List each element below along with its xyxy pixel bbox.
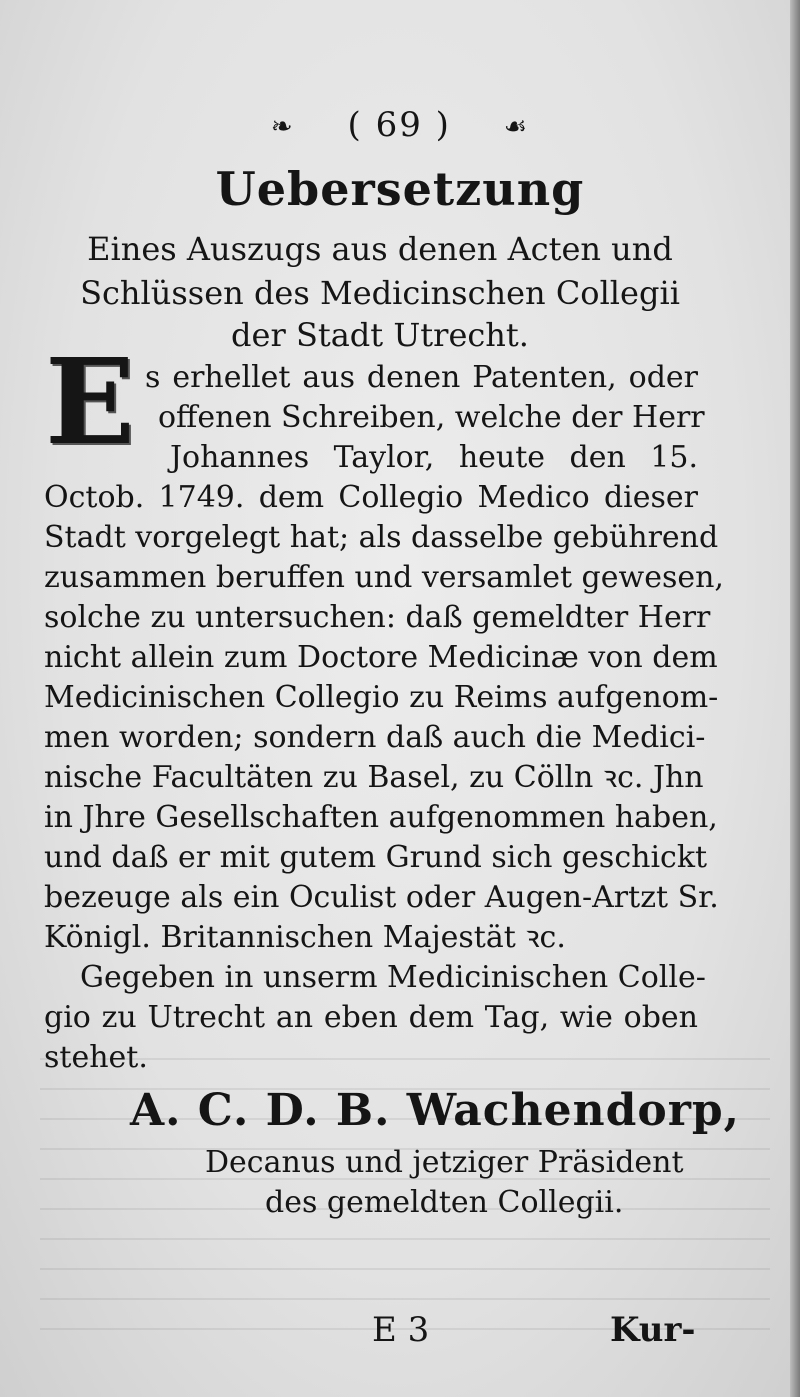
signatory-role-line-2: des gemeldten Collegii. bbox=[265, 1185, 624, 1220]
signature-mark: E 3 bbox=[372, 1310, 430, 1350]
page-header bbox=[0, 105, 800, 155]
body-line: gio zu Utrecht an eben dem Tag, wie oben bbox=[44, 1000, 698, 1035]
body-line: nicht allein zum Doctore Medicinæ von dem bbox=[44, 640, 718, 675]
body-line: in Jhre Gesellschaften aufgenommen haben, bbox=[44, 800, 718, 835]
body-line: men worden; sondern daß auch die Medici- bbox=[44, 720, 706, 755]
body-line: stehet. bbox=[44, 1040, 148, 1075]
body-line: Johannes Taylor, heute den 15. bbox=[170, 440, 698, 475]
body-line: bezeuge als ein Oculist oder Augen-Artzt Sr. bbox=[44, 880, 719, 915]
right-ornament-icon: ☙ bbox=[503, 112, 530, 142]
subtitle-line-3: der Stadt Utrecht. bbox=[231, 316, 529, 354]
signatory-role-line-1: Decanus und jetziger Präsident bbox=[205, 1145, 684, 1180]
subtitle-line-1: Eines Auszugs aus denen Acten und bbox=[87, 230, 673, 268]
catchword: Kur- bbox=[610, 1310, 696, 1350]
subtitle-line-2: Schlüssen des Medicinschen Collegii bbox=[80, 274, 680, 312]
body-line: Königl. Britannischen Majestät ꝛc. bbox=[44, 920, 566, 955]
body-line: zusammen beruffen und versamlet gewesen, bbox=[44, 560, 724, 595]
body-line: s erhellet aus denen Patenten, oder bbox=[145, 360, 698, 395]
page-title: Uebersetzung bbox=[215, 162, 585, 216]
body-line: solche zu untersuchen: daß gemeldter Herr bbox=[44, 600, 711, 635]
page-number: ( 69 ) bbox=[347, 105, 451, 145]
signatory-name: A. C. D. B. Wachendorp, bbox=[130, 1085, 740, 1136]
body-line: Gegeben in unserm Medicinischen Colle- bbox=[80, 960, 706, 995]
body-line: nische Facultäten zu Basel, zu Cölln ꝛc. Jhn bbox=[44, 760, 704, 795]
drop-cap: E bbox=[45, 332, 135, 471]
body-line: Stadt vorgelegt hat; als dasselbe gebührend bbox=[44, 520, 719, 555]
body-line: Octob. 1749. dem Collegio Medico dieser bbox=[44, 480, 698, 515]
body-line: offenen Schreiben, welche der Herr bbox=[158, 400, 705, 435]
body-line: und daß er mit gutem Grund sich geschickt bbox=[44, 840, 708, 875]
body-line: Medicinischen Collegio zu Reims aufgenom- bbox=[44, 680, 719, 715]
left-ornament-icon: ❧ bbox=[270, 112, 295, 142]
